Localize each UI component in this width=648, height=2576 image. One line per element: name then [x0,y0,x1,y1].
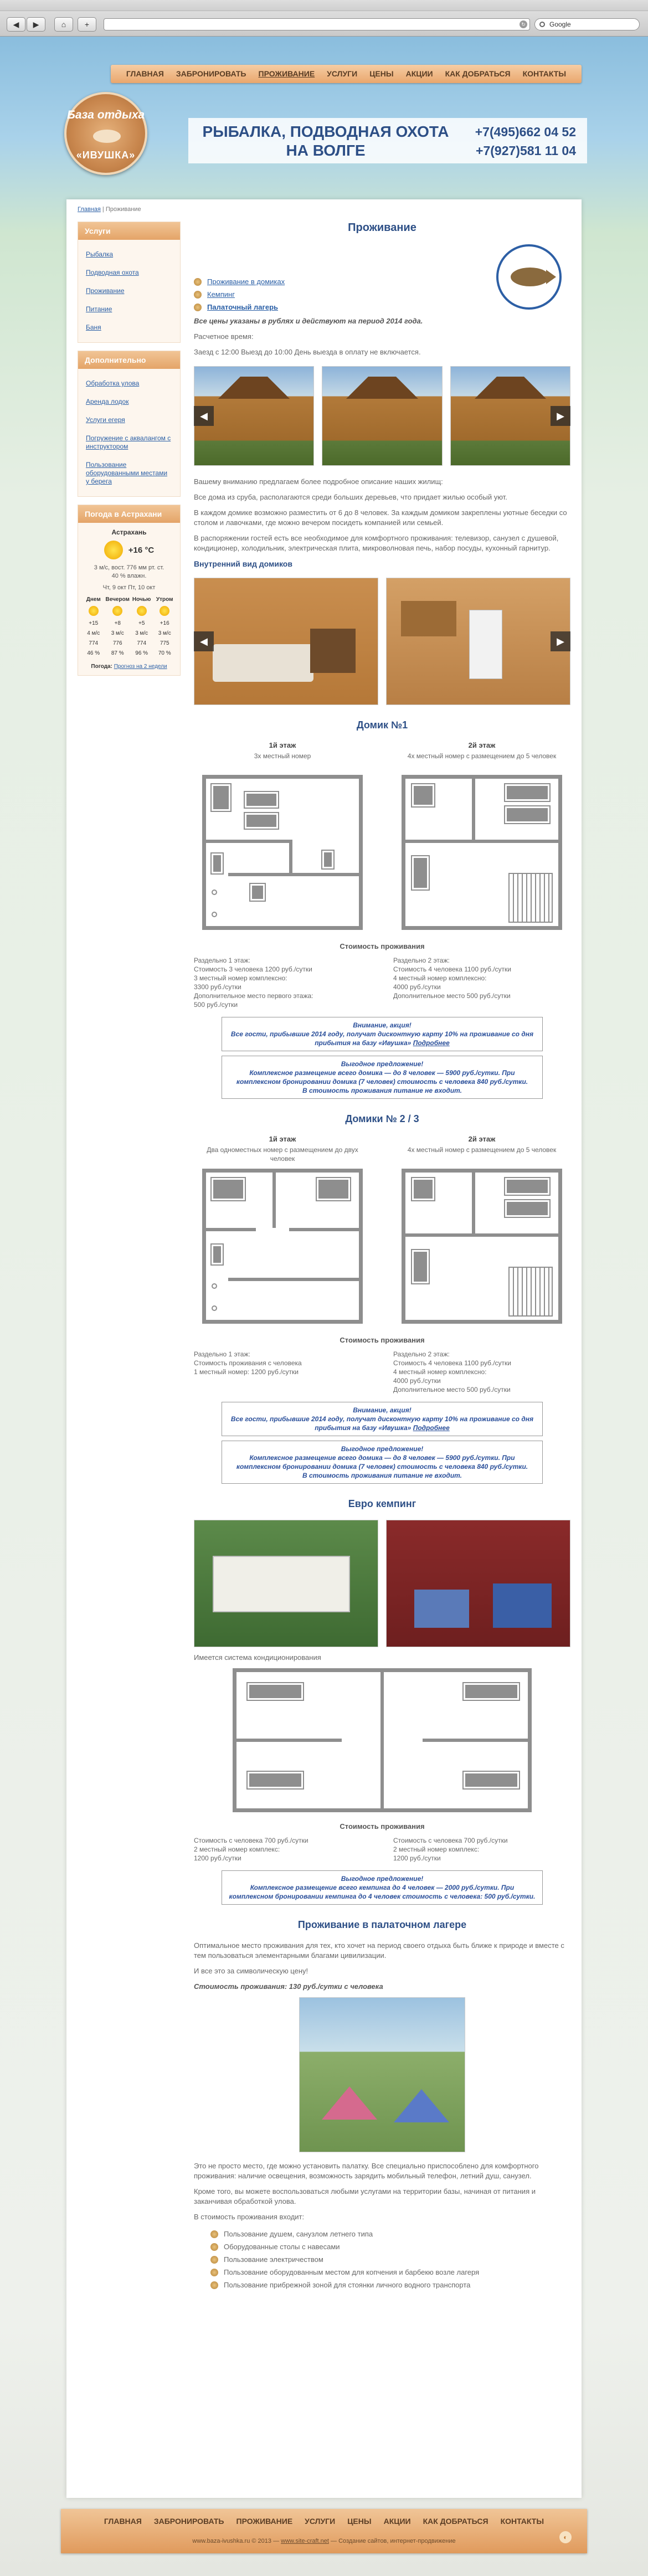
house1-floor1-label: 1й этаж [269,741,296,749]
tent-p2: И все это за символическую цену! [194,1967,308,1975]
floor-plan [402,775,562,930]
services-title: Услуги [78,222,180,240]
house1-floor1 [194,741,371,930]
tent-service-item [210,2240,570,2253]
sidebar-service-link[interactable]: Подводная охота [86,269,139,276]
price-line: 2 местный номер комплекс: [393,1845,480,1853]
footer-dev-link[interactable]: www.site-craft.net [281,2538,329,2544]
phone-1: +7(495)662 04 52 [475,125,576,139]
offer2-title: Выгодное предложение! [341,1445,424,1453]
tent-price: Стоимость проживания: 130 руб./сутки с человека [194,1982,383,1991]
tent-service-label: Пользование душем, санузлом летнего типа [224,2230,373,2238]
offer1-text: Комплексное размещение всего домика — до 8 человек — 5900 руб./сутки. При комплексном бронировании домика (7 человек) стоимость с человека 840 руб./сутки. [236,1069,528,1086]
home-icon: ⌂ [61,20,66,29]
price-line: 1 местный номер: 1200 руб./сутки [194,1368,299,1376]
weather-footer [83,664,176,670]
offer3-text: Комплексное размещение всего кемпинга до 4 человек — 2000 руб./сутки. При комплексном бронировании кемпинга до 4 человек стоимость с человека: 500 руб./сутки. [229,1884,536,1900]
page-body [66,199,582,2498]
sidebar-service-link[interactable]: Питание [86,305,112,313]
tent-title: Проживание в палаточном лагере [297,1919,467,1930]
sidebar-extra-link[interactable]: Услуги егеря [86,416,125,424]
desc-p4: В распоряжении гостей есть все необходимое для комфортного проживания: телевизор, санузел с душевой, кондиционер, холодильник, электрическая плита, микроволновая печь, набор посуды, кухонный гарнитур. [194,534,559,552]
forecast-hum-value: 87 % [111,650,124,656]
desc-p3: В каждом домике возможно разместить от 6 до 8 человек. За каждым домиком закреплены уютные беседки со столом и лавочками, где можно вечером посидеть компанией или семьей. [194,508,567,527]
checkin-times: Заезд с 12:00 Выезд до 10:00 День выезда в оплату не включается. [194,348,421,356]
offer2-food: В стоимость проживания питание не входит. [302,1472,462,1479]
footer-nav-item[interactable]: КОНТАКТЫ [500,2517,544,2526]
forecast-press-value: 775 [160,640,169,646]
price-line: Дополнительное место 500 руб./сутки [393,1386,511,1394]
forward-button[interactable] [27,17,45,32]
slogan-line-2: НА ВОЛГЕ [286,142,366,159]
bullet-icon [210,2269,218,2276]
forecast-hum-value: 70 % [158,650,171,656]
breadcrumb-home[interactable]: Главная [78,206,101,213]
offer-notice-2 [222,1441,543,1484]
forecast-temps-value: +5 [138,620,145,626]
interior-photo-2 [386,578,570,705]
accommodation-link[interactable] [194,288,285,301]
sun-icon [112,606,122,616]
reload-icon[interactable]: ↻ [520,20,527,28]
forecast-temps-value: +16 [160,620,169,626]
forecast-winds-value: 3 м/с [158,630,171,636]
price-line: Дополнительное место 500 руб./сутки [393,992,511,1000]
offer3-title: Выгодное предложение! [341,1875,424,1883]
offer2-text: Комплексное размещение всего домика — до 8 человек — 5900 руб./сутки. При комплексном бронировании домика (7 человек) стоимость с человека 840 руб./сутки. [236,1454,528,1470]
footer-dev-text: Создание сайтов, интернет-продвижение [338,2538,456,2544]
camp-gallery [194,1520,570,1647]
slogan-line-1: РЫБАЛКА, ПОДВОДНАЯ ОХОТА [202,123,449,140]
fish-emblem-icon [496,244,562,310]
nav-item[interactable]: КОНТАКТЫ [522,69,567,78]
weather-dates: Чт, 9 окт Пт, 10 окт [102,584,156,591]
tent-service-label: Пользование электричеством [224,2255,323,2264]
main-nav [111,65,582,83]
forecast-winds-value: 4 м/с [87,630,100,636]
price-line: Раздельно 2 этаж: [393,957,450,964]
house1-floor2 [393,741,570,930]
header-phones [475,122,576,160]
promo-more-link[interactable]: Подробнее [413,1424,450,1432]
nav-item[interactable]: ЗАБРОНИРОВАТЬ [176,69,246,78]
extra-box [78,351,181,497]
weather-city: Астрахань [111,528,147,536]
footer-nav-item[interactable]: КАК ДОБРАТЬСЯ [423,2517,488,2526]
house1-prices-floor1 [194,956,371,1009]
nav-item[interactable]: ГЛАВНАЯ [126,69,164,78]
plus-icon: + [84,20,90,29]
promo-attn: Внимание, акция! [353,1021,412,1029]
home-button[interactable] [54,17,73,32]
price-line: Дополнительное место первого этажа: [194,992,313,1000]
house23-floor1-caption: Два одноместных номер с размещением до двух человек [207,1146,358,1163]
price-line: 3300 руб./сутки [194,983,241,991]
footer-nav-item[interactable]: АКЦИИ [383,2517,411,2526]
forward-icon: ▶ [33,20,39,29]
tent-service-label: Пользование оборудованным местом для копчения и барбекю возле лагеря [224,2268,480,2276]
price-line: 4000 руб./сутки [393,983,441,991]
sun-cloud-icon [104,541,123,559]
weather-title: Погода в Астрахани [78,505,180,523]
house1-floor2-label: 2й этаж [468,741,496,749]
offer1-title: Выгодное предложение! [341,1060,424,1068]
gallery-prev-button[interactable]: ◀ [194,406,214,426]
forecast-press-value: 776 [112,640,122,646]
price-line: Стоимость с человека 700 руб./сутки [194,1837,308,1844]
offer1-food: В стоимость проживания питание не входит. [302,1087,462,1094]
weather-forecast-grid [83,597,176,658]
desc-p2: Все дома из сруба, располагаются среди больших деревьев, что придает жилью особый уют. [194,493,507,501]
promo-more-link[interactable]: Подробнее [413,1039,450,1047]
footer-site: www.baza-ivushka.ru © 2013 [192,2538,272,2544]
price-line: Раздельно 2 этаж: [393,1350,450,1358]
nav-item[interactable]: УСЛУГИ [327,69,358,78]
breadcrumb [78,206,141,213]
new-tab-button[interactable] [78,17,96,32]
accommodation-link-label: Палаточный лагерь [207,303,279,311]
price-line: Стоимость 4 человека 1100 руб./сутки [393,965,511,973]
bullet-icon [210,2230,218,2238]
sun-icon [89,606,99,616]
tent-service-label: Оборудованные столы с навесами [224,2243,340,2251]
house1-floor1-caption: 3х местный номер [254,752,311,760]
accommodation-link[interactable] [194,275,285,288]
bullet-icon [210,2243,218,2251]
promo-attn: Внимание, акция! [353,1406,412,1414]
address-bar[interactable] [104,18,530,30]
forecast-period-label: Утром [156,597,173,603]
tent-included-title: В стоимость проживания входит: [194,2213,305,2221]
accommodation-link-label: Проживание в домиках [207,277,285,286]
camp-price-title: Стоимость проживания [340,1822,425,1831]
checkin-title: Расчетное время: [194,332,254,341]
sidebar-service-link[interactable]: Баня [86,323,101,331]
house1-floor2-caption: 4х местный номер с размещением до 5 человек [407,752,557,760]
forecast-press-value: 774 [89,640,99,646]
price-line: 4000 руб./сутки [393,1377,441,1385]
camp-prices-left [194,1836,371,1863]
search-input[interactable] [534,18,640,30]
search-placeholder: Google [549,20,571,28]
price-line: 500 руб./сутки [194,1001,238,1009]
tent-p3: Это не просто место, где можно установить палатку. Все специально приспособлено для комфортного проживания: наличие освещения, возможность зарядить мобильный телефон, летний душ, санузел. [194,2162,539,2180]
camp-prices-right [393,1836,570,1863]
camp-photo-2 [386,1520,570,1647]
price-line: Раздельно 1 этаж: [194,957,250,964]
back-icon: ◀ [13,20,19,29]
camp-photo-1 [194,1520,378,1647]
header-band [188,118,587,163]
sun-icon [137,606,147,616]
tent-p1: Оптимальное место проживания для тех, кто хочет на период своего отдыха быть ближе к природе и вместе с тем пользоваться элементарными благами цивилизации. [194,1941,564,1960]
nav-item[interactable]: ЦЕНЫ [369,69,394,78]
forecast-hum-value: 96 % [135,650,148,656]
footer-nav-item[interactable]: ГЛАВНАЯ [104,2517,142,2526]
tent-services-list [210,2228,570,2291]
sidebar-extra-link[interactable]: Пользование оборудованными местами у берега [86,461,168,485]
price-line: 1200 руб./сутки [194,1854,241,1862]
price-line: 1200 руб./сутки [393,1854,441,1862]
bullet-icon [194,278,202,286]
weather-box [78,505,181,676]
breadcrumb-current: Проживание [105,206,141,213]
interior-gallery [194,578,570,705]
tent-photo [299,1997,465,2152]
price-line: Стоимость 4 человека 1100 руб./сутки [393,1359,511,1367]
house23-prices-floor1 [194,1350,371,1394]
sidebar-extra-link[interactable]: Аренда лодок [86,398,129,405]
house23-floor1 [194,1135,371,1324]
house23-floor2-label: 2й этаж [468,1135,496,1143]
promo-notice-2 [222,1402,543,1436]
camp-floor-plan [233,1668,532,1812]
offer-notice-1 [222,1056,543,1099]
price-line: 4 местный номер комплексно: [393,974,487,982]
sidebar [78,222,181,683]
forecast-temps-value: +15 [89,620,99,626]
interior-photo-1 [194,578,378,705]
floor-plan [202,1169,363,1324]
desc-p1: Вашему вниманию предлагаем более подробное описание наших жилищ: [194,477,443,486]
back-button[interactable] [7,17,25,32]
nav-item[interactable]: КАК ДОБРАТЬСЯ [445,69,511,78]
weather-forecast-link[interactable]: Прогноз на 2 недели [114,664,167,670]
accommodation-links [194,275,285,313]
breadcrumb-separator: | [100,206,106,213]
promo-notice-1 [222,1017,543,1051]
weather-temp: +16 °C [128,545,155,555]
footer-nav-item[interactable]: УСЛУГИ [305,2517,336,2526]
floor-plan [202,775,363,930]
main-content [194,222,570,2291]
interior-prev-button[interactable]: ◀ [194,631,214,651]
price-line: Стоимость с человека 700 руб./сутки [393,1837,508,1844]
price-line: 4 местный номер комплексно: [393,1368,487,1376]
forecast-period-label: Днем [86,597,101,603]
interior-title: Внутренний вид домиков [194,559,292,568]
house1-prices-floor2 [393,956,570,1009]
forecast-winds-value: 3 м/с [135,630,148,636]
footer-nav-item[interactable]: ЗАБРОНИРОВАТЬ [153,2517,224,2526]
sun-icon [160,606,169,616]
footer-nav-item[interactable]: ЦЕНЫ [347,2517,372,2526]
forecast-temps-value: +8 [114,620,121,626]
fish-icon [93,130,121,143]
cabin-photo-2 [322,366,442,466]
gallery-next-button[interactable]: ▶ [551,406,570,426]
bullet-icon [210,2281,218,2289]
price-line: Стоимость 3 человека 1200 руб./сутки [194,965,312,973]
tent-service-item [210,2279,570,2291]
house23-floor2 [393,1135,570,1324]
sidebar-service-link[interactable]: Проживание [86,287,125,295]
promo-text: Все гости, прибывшие 2014 году, получат дисконтную карту 10% на проживание со дня прибытия на базу «Ивушка» [230,1030,534,1047]
tent-service-item [210,2253,570,2266]
price-line: Раздельно 1 этаж: [194,1350,250,1358]
nav-item[interactable]: ПРОЖИВАНИЕ [258,69,315,78]
price-line: Стоимость проживания с человека [194,1359,302,1367]
site-logo[interactable] [64,92,147,175]
camp-note: Имеется система кондиционирования [194,1653,321,1662]
weather-footer-label: Погода: [91,664,112,670]
bullet-icon [194,291,202,299]
camp-title: Евро кемпинг [348,1498,416,1509]
bullet-icon [210,2256,218,2264]
logo-top-text: База отдыха [67,109,145,121]
header-slogan [198,122,453,160]
logo-bottom-text: «ИВУШКА» [76,150,136,161]
phone-2: +7(927)581 11 04 [476,143,576,158]
offer-notice-3 [222,1870,543,1905]
page-title: Проживание [348,222,416,234]
floor-plan [402,1169,562,1324]
house23-price-title: Стоимость проживания [340,1336,425,1344]
house1-title: Домик №1 [356,719,408,731]
prices-note: Все цены указаны в рублях и действуют на период 2014 года. [194,317,423,325]
accommodation-link-label: Кемпинг [207,290,235,299]
promo-text: Все гости, прибывшие 2014 году, получат дисконтную карту 10% на проживание со дня прибытия на базу «Ивушка» [230,1415,534,1432]
bullet-icon [194,304,202,311]
forecast-hum-value: 46 % [87,650,100,656]
services-box [78,222,181,343]
browser-chrome [0,0,648,37]
cabins-gallery [194,366,570,466]
forecast-period-label: Ночью [132,597,151,603]
forecast-period-label: Вечером [105,597,130,603]
forecast-press-value: 774 [137,640,147,646]
dev-logo-icon[interactable]: ◐ [559,2531,572,2543]
sidebar-service-link[interactable]: Рыбалка [86,250,114,258]
forecast-winds-value: 3 м/с [111,630,124,636]
price-line: 2 местный номер комплекс: [194,1845,280,1853]
interior-next-button[interactable]: ▶ [551,631,570,651]
browser-titlebar [0,0,648,11]
sidebar-extra-link[interactable]: Погружение с аквалангом с инструктором [86,434,171,450]
footer-nav-item[interactable]: ПРОЖИВАНИЕ [236,2517,293,2526]
tent-service-item [210,2266,570,2279]
footer [61,2509,587,2553]
browser-toolbar [0,13,648,35]
tent-service-item [210,2228,570,2240]
house23-prices-floor2 [393,1350,570,1394]
tent-service-label: Пользование прибрежной зоной для стоянки личного водного транспорта [224,2281,471,2289]
weather-widget [78,523,180,675]
house23-floor2-caption: 4х местный номер с размещением до 5 человек [407,1146,557,1154]
nav-item[interactable]: АКЦИИ [405,69,433,78]
house23-title: Домики № 2 / 3 [345,1113,419,1124]
house23-floor1-label: 1й этаж [269,1135,296,1143]
footer-copyright: www.baza-ivushka.ru © 2013 — www.site-craft.net — Создание сайтов, интернет-продвижение [192,2538,456,2544]
house1-price-title: Стоимость проживания [340,942,425,950]
price-line: 3 местный номер комплексно: [194,974,287,982]
weather-meta: 3 м/с, вост. 776 мм рт. ст. 40 % влажн. [94,564,164,579]
extra-title: Дополнительно [78,351,180,369]
search-icon [539,22,545,27]
tent-p4: Кроме того, вы можете воспользоваться любыми услугами на территории базы, начиная от питания и заканчивая обработкой улова. [194,2187,536,2205]
accommodation-link[interactable] [194,301,285,313]
sidebar-extra-link[interactable]: Обработка улова [86,379,140,387]
